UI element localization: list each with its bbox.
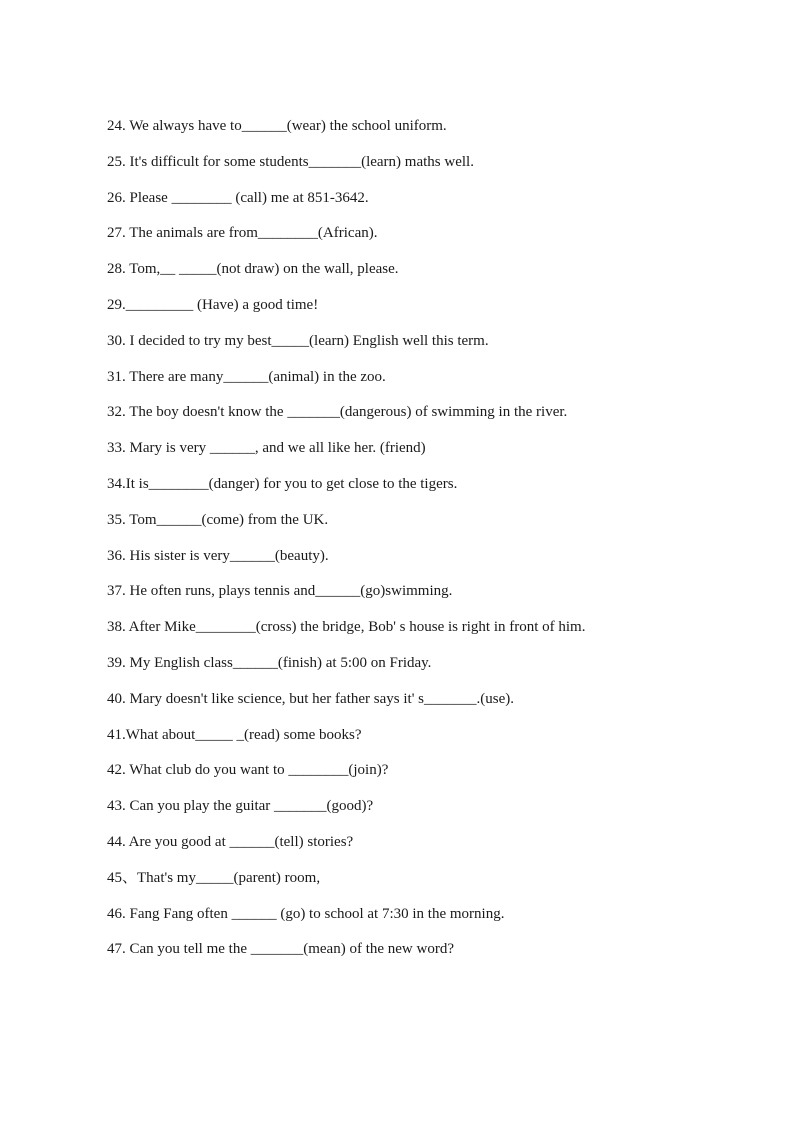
- exercise-33: 33. Mary is very ______, and we all like her. (friend): [107, 440, 426, 457]
- exercise-35: 35. Tom______(come) from the UK.: [107, 511, 329, 528]
- exercise-47: 47. Can you tell me the _______(mean) of the new word?: [107, 941, 454, 958]
- exercise-41: 41.What about_____ _(read) some books?: [107, 726, 362, 743]
- exercise-27: 27. The animals are from________(African).: [107, 225, 378, 242]
- exercise-36: 36. His sister is very______(beauty).: [107, 547, 329, 564]
- exercise-28: 28. Tom,__ _____(not draw) on the wall, please.: [107, 261, 399, 278]
- exercise-39: 39. My English class______(finish) at 5:00 on Friday.: [107, 654, 432, 671]
- exercise-24: 24. We always have to______(wear) the school uniform.: [107, 118, 447, 134]
- exercise-list: [107, 116, 767, 975]
- exercise-43: 43. Can you play the guitar _______(good)?: [107, 798, 374, 815]
- exercise-25: 25. It's difficult for some students_______(learn) maths well.: [107, 153, 474, 170]
- exercise-40: 40. Mary doesn't like science, but her father says it' s_______.(use).: [107, 690, 514, 707]
- exercise-46: 46. Fang Fang often ______ (go) to school at 7:30 in the morning.: [107, 905, 505, 922]
- exercise-26: 26. Please ________ (call) me at 851-3642.: [107, 189, 369, 206]
- exercise-30: 30. I decided to try my best_____(learn) English well this term.: [107, 332, 489, 349]
- exercise-31: 31. There are many______(animal) in the zoo.: [107, 368, 386, 385]
- exercise-42: 42. What club do you want to ________(join)?: [107, 762, 389, 779]
- exercise-45: 45、That's my_____(parent) room,: [107, 869, 321, 886]
- exercise-32: 32. The boy doesn't know the _______(dangerous) of swimming in the river.: [107, 404, 568, 421]
- exercise-29: 29._________ (Have) a good time!: [107, 296, 319, 313]
- exercise-38: 38. After Mike________(cross) the bridge, Bob' s house is right in front of him.: [107, 619, 586, 636]
- exercise-34: 34.It is________(danger) for you to get close to the tigers.: [107, 475, 458, 492]
- exercise-37: 37. He often runs, plays tennis and______(go)swimming.: [107, 583, 453, 600]
- exercise-44: 44. Are you good at ______(tell) stories?: [107, 833, 354, 850]
